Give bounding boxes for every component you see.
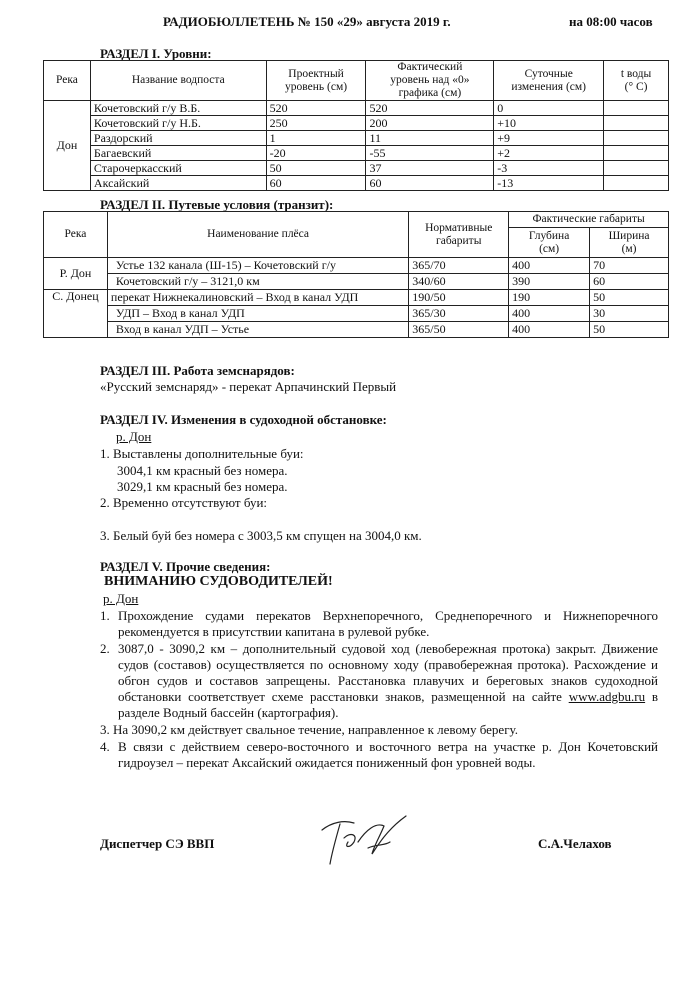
adgbu-link[interactable]: www.adgbu.ru	[568, 689, 646, 704]
section4-title: РАЗДЕЛ IV. Изменения в судоходной обстановке:	[100, 412, 387, 427]
bulletin-title: РАДИОБЮЛЛЕТЕНЬ № 150 «29» августа 2019 г.	[163, 14, 451, 29]
table-row: Раздорский 1 11 +9	[44, 131, 669, 146]
p4-text: В связи с действием северо-восточного и восточного ветра на участке р. Дон Кочетовский гидроузел – перекат Аксайский ожидается пониженный фон уровней воды.	[118, 739, 658, 770]
section5-title: РАЗДЕЛ V. Прочие сведения:	[100, 559, 271, 574]
p1-number: 1.	[100, 608, 110, 623]
table-row: Кочетовский г/у Н.Б. 250 200 +10	[44, 116, 669, 131]
dispatcher-role: Диспетчер СЭ ВВП	[100, 836, 215, 851]
section5-river: р. Дон	[103, 591, 139, 606]
bulletin-time: на 08:00 часов	[569, 14, 653, 29]
table-row: Багаевский -20 -55 +2	[44, 146, 669, 161]
section4-item1a: 3004,1 км красный без номера.	[117, 463, 288, 478]
signature	[314, 808, 414, 868]
col-post: Название водпоста	[90, 61, 266, 101]
table-row: Р. Дон Устье 132 канала (Ш-15) – Кочетовский г/у 365/70 400 70	[44, 258, 669, 274]
p3-text: 3. На 3090,2 км действует свальное течение, направленное к левому берегу.	[100, 722, 518, 737]
col-actual-dims: Фактические габариты	[509, 212, 669, 228]
col-actual: Фактический уровень над «0» графика (см)	[366, 61, 494, 101]
dredger-line: «Русский земснаряд» - перекат Арпачинский Первый	[100, 379, 397, 394]
transit-table	[43, 211, 669, 338]
col-temp: t воды (° С)	[604, 61, 669, 101]
section4-item1b: 3029,1 км красный без номера.	[117, 479, 288, 494]
table-row: С. Донец перекат Нижнекалиновский – Вход в канал УДП 190/50 190 50	[44, 290, 669, 306]
section4-item2: 2. Временно отсутствуют буи:	[100, 495, 268, 510]
col-width: Ширина (м)	[590, 228, 669, 258]
section4-river: р. Дон	[116, 429, 152, 444]
section2-title: РАЗДЕЛ II. Путевые условия (транзит):	[100, 197, 334, 212]
river-cell: Р. Дон	[44, 258, 108, 290]
col-norm: Нормативные габариты	[409, 212, 509, 258]
dispatcher-name: С.А.Челахов	[538, 836, 612, 851]
p4-number: 4.	[100, 739, 110, 754]
river-cell: С. Донец	[44, 290, 108, 338]
p2-text: 3087,0 - 3090,2 км – дополнительный судовой ход (левобережная протока) закрыт. Движение судов (составов) осуществляется по основному ходу (правобережная протока). Расхождение и обгон судов и составов запрещены. Расстановка плавучих и береговых знаков судоходной обстановки соответствует схеме расстановки знаков, размещенной на сайте www.adgbu.ru в разделе Водный бассейн (картография).	[118, 641, 658, 720]
transit-header-row	[44, 212, 669, 228]
levels-header-row	[44, 61, 669, 101]
section4-item1: 1. Выставлены дополнительные буи:	[100, 446, 304, 461]
p1-text: Прохождение судами перекатов Верхнепоречного, Среднепоречного и Нижнепоречного рекомендуется в присутствии капитана в рулевой рубке.	[118, 608, 658, 639]
col-river: Река	[44, 212, 108, 258]
col-depth: Глубина (см)	[509, 228, 590, 258]
attention-heading: ВНИМАНИЮ СУДОВОДИТЕЛЕЙ!	[104, 574, 333, 589]
col-design: Проектный уровень (см)	[266, 61, 366, 101]
section4-item3: 3. Белый буй без номера с 3003,5 км спущен на 3004,0 км.	[100, 528, 422, 543]
table-row: Старочеркасский 50 37 -3	[44, 161, 669, 176]
river-cell: Дон	[44, 101, 91, 191]
p2-number: 2.	[100, 641, 110, 656]
table-row: Дон Кочетовский г/у В.Б. 520 520 0	[44, 101, 669, 116]
table-row: Аксайский 60 60 -13	[44, 176, 669, 191]
section3-title: РАЗДЕЛ III. Работа земснарядов:	[100, 363, 295, 378]
table-row: Вход в канал УДП – Устье 365/50 400 50	[44, 322, 669, 338]
table-row: УДП – Вход в канал УДП 365/30 400 30	[44, 306, 669, 322]
col-river: Река	[44, 61, 91, 101]
col-reach: Наименование плёса	[107, 212, 408, 258]
table-row: Кочетовский г/у – 3121,0 км 340/60 390 60	[44, 274, 669, 290]
section1-title: РАЗДЕЛ I. Уровни:	[100, 46, 212, 61]
levels-table	[43, 60, 669, 191]
col-daily: Суточные изменения (см)	[494, 61, 604, 101]
